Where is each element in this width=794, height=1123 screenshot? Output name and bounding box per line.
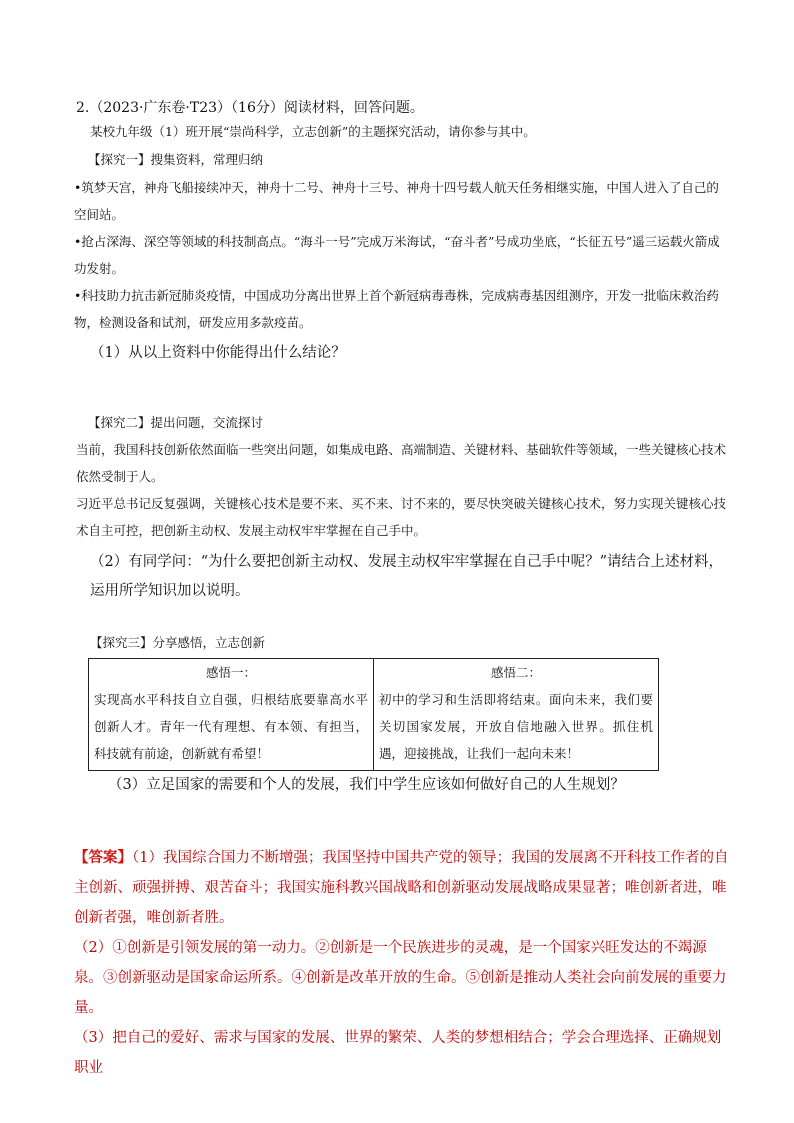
question-title: 2.（2023·广东卷·T23）（16分）阅读材料，回答问题。 — [76, 100, 424, 116]
insight-title: 感悟一： — [205, 665, 256, 680]
question-2 — [90, 548, 730, 606]
answer-1 — [74, 843, 734, 933]
bullet-item: •抢占深海、深空等领域的科技制高点。“海斗一号”完成万米海试，“奋斗者”号成功坐底，“长征五号”遥三运载火箭成功发射。 — [74, 234, 720, 276]
explore2-heading: 【探究二】提出问题，交流探讨 — [88, 415, 264, 430]
answer-label: 【答案】 — [74, 849, 132, 866]
question-intro: 某校九年级（1）班开展“崇尚科学，立志创新”的主题探究活动，请你参与其中。 — [90, 124, 536, 139]
answer-1-text: （1）我国综合国力不断增强；我国坚持中国共产党的领导；我国的发展离不开科技工作者的自主创新、顽强拼搏、艰苦奋斗；我国实施科教兴国战略和创新驱动发展战略成果显著；唯创新者进，唯创新者强，唯创新者胜。 — [74, 850, 729, 926]
paragraph: 当前，我国科技创新依然面临一些突出问题，如集成电路、高端制造、关键材料、基础软件等领域，一些关键核心技术依然受制于人。 — [76, 442, 727, 484]
question-2-text: （2）有同学问：“为什么要把创新主动权、发展主动权牢牢掌握在自己手中呢？”请结合上述材料，运用所学知识加以说明。 — [90, 554, 724, 599]
explore3-heading: 【探究三】分享感悟，立志创新 — [90, 635, 266, 650]
insight-table — [88, 658, 659, 771]
paragraph: 习近平总书记反复强调，关键核心技术是要不来、买不来、讨不来的，要尽快突破关键核心技术，努力实现关键核心技术自主可控，把创新主动权、发展主动权牢牢掌握在自己手中。 — [76, 496, 727, 538]
question-3: （3）立足国家的需要和个人的发展，我们中学生应该如何做好自己的人生规划？ — [108, 777, 625, 793]
answer-section — [74, 843, 734, 1083]
bullet-item: •筑梦天宫，神舟飞船接续冲天，神舟十二号、神舟十三号、神舟十四号载人航天任务相继实施，中国人进入了自己的空间站。 — [74, 180, 719, 222]
bullet-item: •科技助力抗击新冠肺炎疫情，中国成功分离出世界上首个新冠病毒毒株，完成病毒基因组测序，开发一批临床救治药物，检测设备和试剂，研发应用多款疫苗。 — [74, 288, 719, 330]
insight-cell-2 — [374, 659, 659, 771]
insight-title: 感悟二： — [490, 665, 541, 680]
question-1: （1）从以上资料中你能得出什么结论？ — [90, 345, 346, 361]
answer-3: （3）把自己的爱好、需求与国家的发展、世界的繁荣、人类的梦想相结合；学会合理选择、正确规划职业 — [74, 1030, 722, 1076]
explore1-bullets — [74, 174, 724, 336]
insight-cell-1 — [89, 659, 374, 771]
insight-body: 初中的学习和生活即将结束。面向未来，我们要关切国家发展，开放自信地融入世界。抓住机遇，迎接挑战，让我们一起向未来！ — [379, 692, 653, 761]
explore2-paragraphs — [76, 436, 726, 544]
explore1-heading: 【探究一】搜集资料，常理归纳 — [88, 152, 264, 167]
answer-2: （2）①创新是引领发展的第一动力。②创新是一个民族进步的灵魂，是一个国家兴旺发达的不竭源泉。③创新驱动是国家命运所系。④创新是改革开放的生命。⑤创新是推动人类社会向前发展的重要力量。 — [74, 940, 727, 1016]
insight-body: 实现高水平科技自立自强，归根结底要靠高水平创新人才。青年一代有理想、有本领、有担当，科技就有前途，创新就有希望！ — [94, 692, 368, 761]
